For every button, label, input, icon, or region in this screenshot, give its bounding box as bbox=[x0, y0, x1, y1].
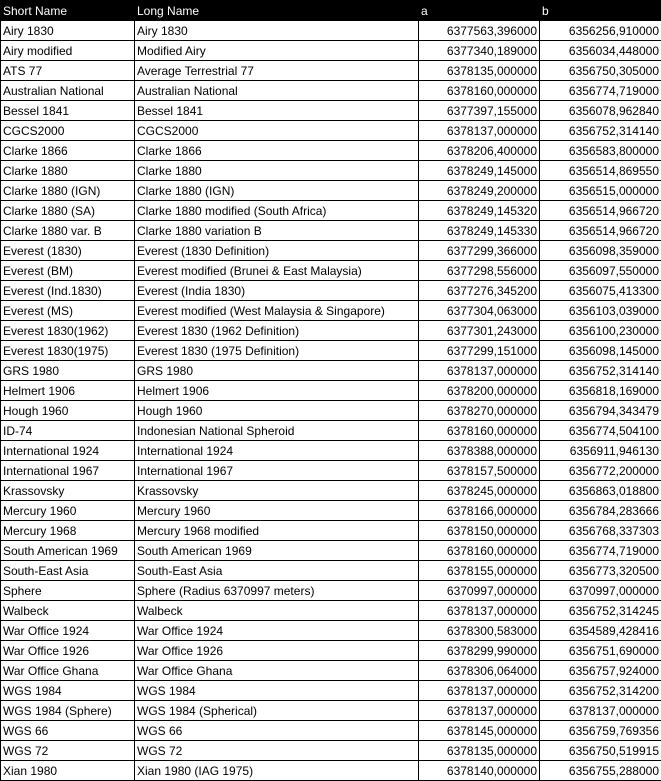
cell-short-name: Mercury 1968 bbox=[1, 521, 135, 541]
cell-b: 6356098,145000 bbox=[540, 341, 661, 361]
cell-short-name: WGS 1984 bbox=[1, 681, 135, 701]
cell-a: 6377340,189000 bbox=[419, 41, 540, 61]
cell-long-name: Everest 1830 (1975 Definition) bbox=[135, 341, 419, 361]
header-a: a bbox=[419, 1, 540, 21]
cell-short-name: War Office 1924 bbox=[1, 621, 135, 641]
cell-long-name: Everest 1830 (1962 Definition) bbox=[135, 321, 419, 341]
cell-a: 6378135,000000 bbox=[419, 741, 540, 761]
table-row bbox=[1, 601, 661, 621]
cell-long-name: CGCS2000 bbox=[135, 121, 419, 141]
cell-short-name: ID-74 bbox=[1, 421, 135, 441]
table-row bbox=[1, 241, 661, 261]
cell-a: 6378135,000000 bbox=[419, 61, 540, 81]
cell-short-name: International 1967 bbox=[1, 461, 135, 481]
cell-short-name: Airy modified bbox=[1, 41, 135, 61]
table-row bbox=[1, 201, 661, 221]
cell-a: 6378299,990000 bbox=[419, 641, 540, 661]
cell-b: 6356752,314140 bbox=[540, 361, 661, 381]
cell-long-name: Bessel 1841 bbox=[135, 101, 419, 121]
table-row bbox=[1, 161, 661, 181]
cell-a: 6378270,000000 bbox=[419, 401, 540, 421]
cell-a: 6377276,345200 bbox=[419, 281, 540, 301]
table-row bbox=[1, 701, 661, 721]
table-row bbox=[1, 661, 661, 681]
cell-long-name: Average Terrestrial 77 bbox=[135, 61, 419, 81]
cell-short-name: Clarke 1880 (SA) bbox=[1, 201, 135, 221]
cell-long-name: Everest modified (Brunei & East Malaysia) bbox=[135, 261, 419, 281]
cell-long-name: WGS 72 bbox=[135, 741, 419, 761]
table-row bbox=[1, 321, 661, 341]
table-row bbox=[1, 361, 661, 381]
cell-a: 6377299,366000 bbox=[419, 241, 540, 261]
cell-long-name: Hough 1960 bbox=[135, 401, 419, 421]
cell-a: 6378160,000000 bbox=[419, 421, 540, 441]
table-row bbox=[1, 721, 661, 741]
cell-a: 6378150,000000 bbox=[419, 521, 540, 541]
cell-b: 6356098,359000 bbox=[540, 241, 661, 261]
cell-a: 6378249,145330 bbox=[419, 221, 540, 241]
cell-short-name: Everest (MS) bbox=[1, 301, 135, 321]
table-row bbox=[1, 181, 661, 201]
cell-a: 6378206,400000 bbox=[419, 141, 540, 161]
cell-a: 6378157,500000 bbox=[419, 461, 540, 481]
cell-long-name: Xian 1980 (IAG 1975) bbox=[135, 761, 419, 781]
table-row bbox=[1, 121, 661, 141]
cell-long-name: Everest (India 1830) bbox=[135, 281, 419, 301]
cell-long-name: WGS 1984 bbox=[135, 681, 419, 701]
cell-a: 6378137,000000 bbox=[419, 601, 540, 621]
cell-short-name: Bessel 1841 bbox=[1, 101, 135, 121]
cell-b: 6356759,769356 bbox=[540, 721, 661, 741]
table-row bbox=[1, 541, 661, 561]
table-row bbox=[1, 741, 661, 761]
cell-b: 6356768,337303 bbox=[540, 521, 661, 541]
table-row bbox=[1, 101, 661, 121]
cell-short-name: CGCS2000 bbox=[1, 121, 135, 141]
cell-b: 6356078,962840 bbox=[540, 101, 661, 121]
cell-short-name: Xian 1980 bbox=[1, 761, 135, 781]
cell-short-name: International 1924 bbox=[1, 441, 135, 461]
table-row bbox=[1, 261, 661, 281]
header-row bbox=[1, 1, 661, 21]
cell-b: 6356863,018800 bbox=[540, 481, 661, 501]
cell-b: 6356818,169000 bbox=[540, 381, 661, 401]
cell-b: 6356773,320500 bbox=[540, 561, 661, 581]
cell-long-name: International 1967 bbox=[135, 461, 419, 481]
cell-short-name: Clarke 1866 bbox=[1, 141, 135, 161]
table-row bbox=[1, 61, 661, 81]
cell-long-name: War Office 1924 bbox=[135, 621, 419, 641]
cell-a: 6370997,000000 bbox=[419, 581, 540, 601]
cell-a: 6378137,000000 bbox=[419, 701, 540, 721]
cell-b: 6356751,690000 bbox=[540, 641, 661, 661]
cell-b: 6356774,719000 bbox=[540, 541, 661, 561]
cell-b: 6356514,869550 bbox=[540, 161, 661, 181]
cell-b: 6356515,000000 bbox=[540, 181, 661, 201]
cell-long-name: Clarke 1880 (IGN) bbox=[135, 181, 419, 201]
cell-a: 6378249,200000 bbox=[419, 181, 540, 201]
cell-b: 6356772,200000 bbox=[540, 461, 661, 481]
cell-a: 6377563,396000 bbox=[419, 21, 540, 41]
cell-long-name: Clarke 1880 variation B bbox=[135, 221, 419, 241]
table-row bbox=[1, 621, 661, 641]
cell-b: 6356774,504100 bbox=[540, 421, 661, 441]
cell-short-name: GRS 1980 bbox=[1, 361, 135, 381]
cell-a: 6378245,000000 bbox=[419, 481, 540, 501]
cell-long-name: Everest (1830 Definition) bbox=[135, 241, 419, 261]
table-row bbox=[1, 501, 661, 521]
cell-b: 6356757,924000 bbox=[540, 661, 661, 681]
cell-a: 6378155,000000 bbox=[419, 561, 540, 581]
cell-b: 6370997,000000 bbox=[540, 581, 661, 601]
cell-b: 6356774,719000 bbox=[540, 81, 661, 101]
cell-a: 6377397,155000 bbox=[419, 101, 540, 121]
table-row bbox=[1, 561, 661, 581]
cell-long-name: Mercury 1960 bbox=[135, 501, 419, 521]
cell-a: 6378388,000000 bbox=[419, 441, 540, 461]
cell-short-name: Hough 1960 bbox=[1, 401, 135, 421]
table-row bbox=[1, 401, 661, 421]
table-row bbox=[1, 641, 661, 661]
header-short-name: Short Name bbox=[1, 1, 135, 21]
cell-a: 6378166,000000 bbox=[419, 501, 540, 521]
cell-b: 6378137,000000 bbox=[540, 701, 661, 721]
table-row bbox=[1, 21, 661, 41]
cell-a: 6377299,151000 bbox=[419, 341, 540, 361]
cell-b: 6356103,039000 bbox=[540, 301, 661, 321]
table-row bbox=[1, 301, 661, 321]
cell-a: 6378249,145000 bbox=[419, 161, 540, 181]
cell-long-name: Krassovsky bbox=[135, 481, 419, 501]
cell-long-name: WGS 1984 (Spherical) bbox=[135, 701, 419, 721]
table-row bbox=[1, 81, 661, 101]
cell-b: 6356752,314200 bbox=[540, 681, 661, 701]
table-row bbox=[1, 461, 661, 481]
cell-b: 6356750,519915 bbox=[540, 741, 661, 761]
cell-long-name: South-East Asia bbox=[135, 561, 419, 581]
cell-long-name: Clarke 1880 modified (South Africa) bbox=[135, 201, 419, 221]
cell-a: 6378137,000000 bbox=[419, 121, 540, 141]
cell-long-name: Helmert 1906 bbox=[135, 381, 419, 401]
table-row bbox=[1, 441, 661, 461]
table-row bbox=[1, 761, 661, 781]
cell-short-name: War Office Ghana bbox=[1, 661, 135, 681]
table-row bbox=[1, 521, 661, 541]
cell-long-name: Clarke 1866 bbox=[135, 141, 419, 161]
cell-long-name: Australian National bbox=[135, 81, 419, 101]
cell-b: 6356752,314245 bbox=[540, 601, 661, 621]
cell-long-name: Mercury 1968 modified bbox=[135, 521, 419, 541]
cell-short-name: WGS 72 bbox=[1, 741, 135, 761]
cell-b: 6356750,305000 bbox=[540, 61, 661, 81]
table-row bbox=[1, 381, 661, 401]
table-body bbox=[1, 21, 661, 781]
cell-short-name: Mercury 1960 bbox=[1, 501, 135, 521]
cell-long-name: International 1924 bbox=[135, 441, 419, 461]
cell-b: 6356755,288000 bbox=[540, 761, 661, 781]
cell-long-name: Clarke 1880 bbox=[135, 161, 419, 181]
cell-short-name: WGS 1984 (Sphere) bbox=[1, 701, 135, 721]
cell-short-name: ATS 77 bbox=[1, 61, 135, 81]
cell-long-name: War Office 1926 bbox=[135, 641, 419, 661]
cell-b: 6356097,550000 bbox=[540, 261, 661, 281]
cell-a: 6378160,000000 bbox=[419, 81, 540, 101]
cell-short-name: South-East Asia bbox=[1, 561, 135, 581]
cell-long-name: WGS 66 bbox=[135, 721, 419, 741]
cell-a: 6378249,145320 bbox=[419, 201, 540, 221]
cell-a: 6378137,000000 bbox=[419, 681, 540, 701]
cell-short-name: Krassovsky bbox=[1, 481, 135, 501]
cell-b: 6356583,800000 bbox=[540, 141, 661, 161]
cell-a: 6377304,063000 bbox=[419, 301, 540, 321]
cell-long-name: Indonesian National Spheroid bbox=[135, 421, 419, 441]
cell-b: 6356514,966720 bbox=[540, 221, 661, 241]
cell-b: 6354589,428416 bbox=[540, 621, 661, 641]
table-row bbox=[1, 221, 661, 241]
cell-short-name: Sphere bbox=[1, 581, 135, 601]
table-row bbox=[1, 141, 661, 161]
cell-short-name: Walbeck bbox=[1, 601, 135, 621]
cell-long-name: Sphere (Radius 6370997 meters) bbox=[135, 581, 419, 601]
cell-a: 6377301,243000 bbox=[419, 321, 540, 341]
cell-short-name: Clarke 1880 (IGN) bbox=[1, 181, 135, 201]
cell-short-name: Australian National bbox=[1, 81, 135, 101]
cell-long-name: Airy 1830 bbox=[135, 21, 419, 41]
cell-a: 6378300,583000 bbox=[419, 621, 540, 641]
cell-long-name: War Office Ghana bbox=[135, 661, 419, 681]
cell-short-name: Everest 1830(1975) bbox=[1, 341, 135, 361]
cell-a: 6378145,000000 bbox=[419, 721, 540, 741]
cell-long-name: GRS 1980 bbox=[135, 361, 419, 381]
cell-a: 6378137,000000 bbox=[419, 361, 540, 381]
cell-short-name: WGS 66 bbox=[1, 721, 135, 741]
cell-short-name: Everest 1830(1962) bbox=[1, 321, 135, 341]
cell-short-name: Airy 1830 bbox=[1, 21, 135, 41]
table-row bbox=[1, 581, 661, 601]
cell-b: 6356911,946130 bbox=[540, 441, 661, 461]
table-row bbox=[1, 281, 661, 301]
cell-short-name: Helmert 1906 bbox=[1, 381, 135, 401]
header-b: b bbox=[540, 1, 661, 21]
cell-long-name: Walbeck bbox=[135, 601, 419, 621]
cell-short-name: Clarke 1880 bbox=[1, 161, 135, 181]
cell-short-name: Everest (Ind.1830) bbox=[1, 281, 135, 301]
cell-b: 6356034,448000 bbox=[540, 41, 661, 61]
cell-short-name: War Office 1926 bbox=[1, 641, 135, 661]
table-row bbox=[1, 41, 661, 61]
cell-long-name: Modified Airy bbox=[135, 41, 419, 61]
cell-short-name: Clarke 1880 var. B bbox=[1, 221, 135, 241]
table-row bbox=[1, 481, 661, 501]
cell-b: 6356100,230000 bbox=[540, 321, 661, 341]
cell-a: 6378200,000000 bbox=[419, 381, 540, 401]
header-long-name: Long Name bbox=[135, 1, 419, 21]
cell-short-name: South American 1969 bbox=[1, 541, 135, 561]
cell-a: 6378140,000000 bbox=[419, 761, 540, 781]
cell-b: 6356075,413300 bbox=[540, 281, 661, 301]
table-row bbox=[1, 341, 661, 361]
table-row bbox=[1, 681, 661, 701]
cell-short-name: Everest (BM) bbox=[1, 261, 135, 281]
cell-short-name: Everest (1830) bbox=[1, 241, 135, 261]
cell-b: 6356752,314140 bbox=[540, 121, 661, 141]
cell-b: 6356514,966720 bbox=[540, 201, 661, 221]
cell-b: 6356784,283666 bbox=[540, 501, 661, 521]
cell-a: 6378306,064000 bbox=[419, 661, 540, 681]
cell-long-name: South American 1969 bbox=[135, 541, 419, 561]
cell-a: 6378160,000000 bbox=[419, 541, 540, 561]
table-row bbox=[1, 421, 661, 441]
cell-a: 6377298,556000 bbox=[419, 261, 540, 281]
cell-b: 6356794,343479 bbox=[540, 401, 661, 421]
cell-b: 6356256,910000 bbox=[540, 21, 661, 41]
cell-long-name: Everest modified (West Malaysia & Singapore) bbox=[135, 301, 419, 321]
